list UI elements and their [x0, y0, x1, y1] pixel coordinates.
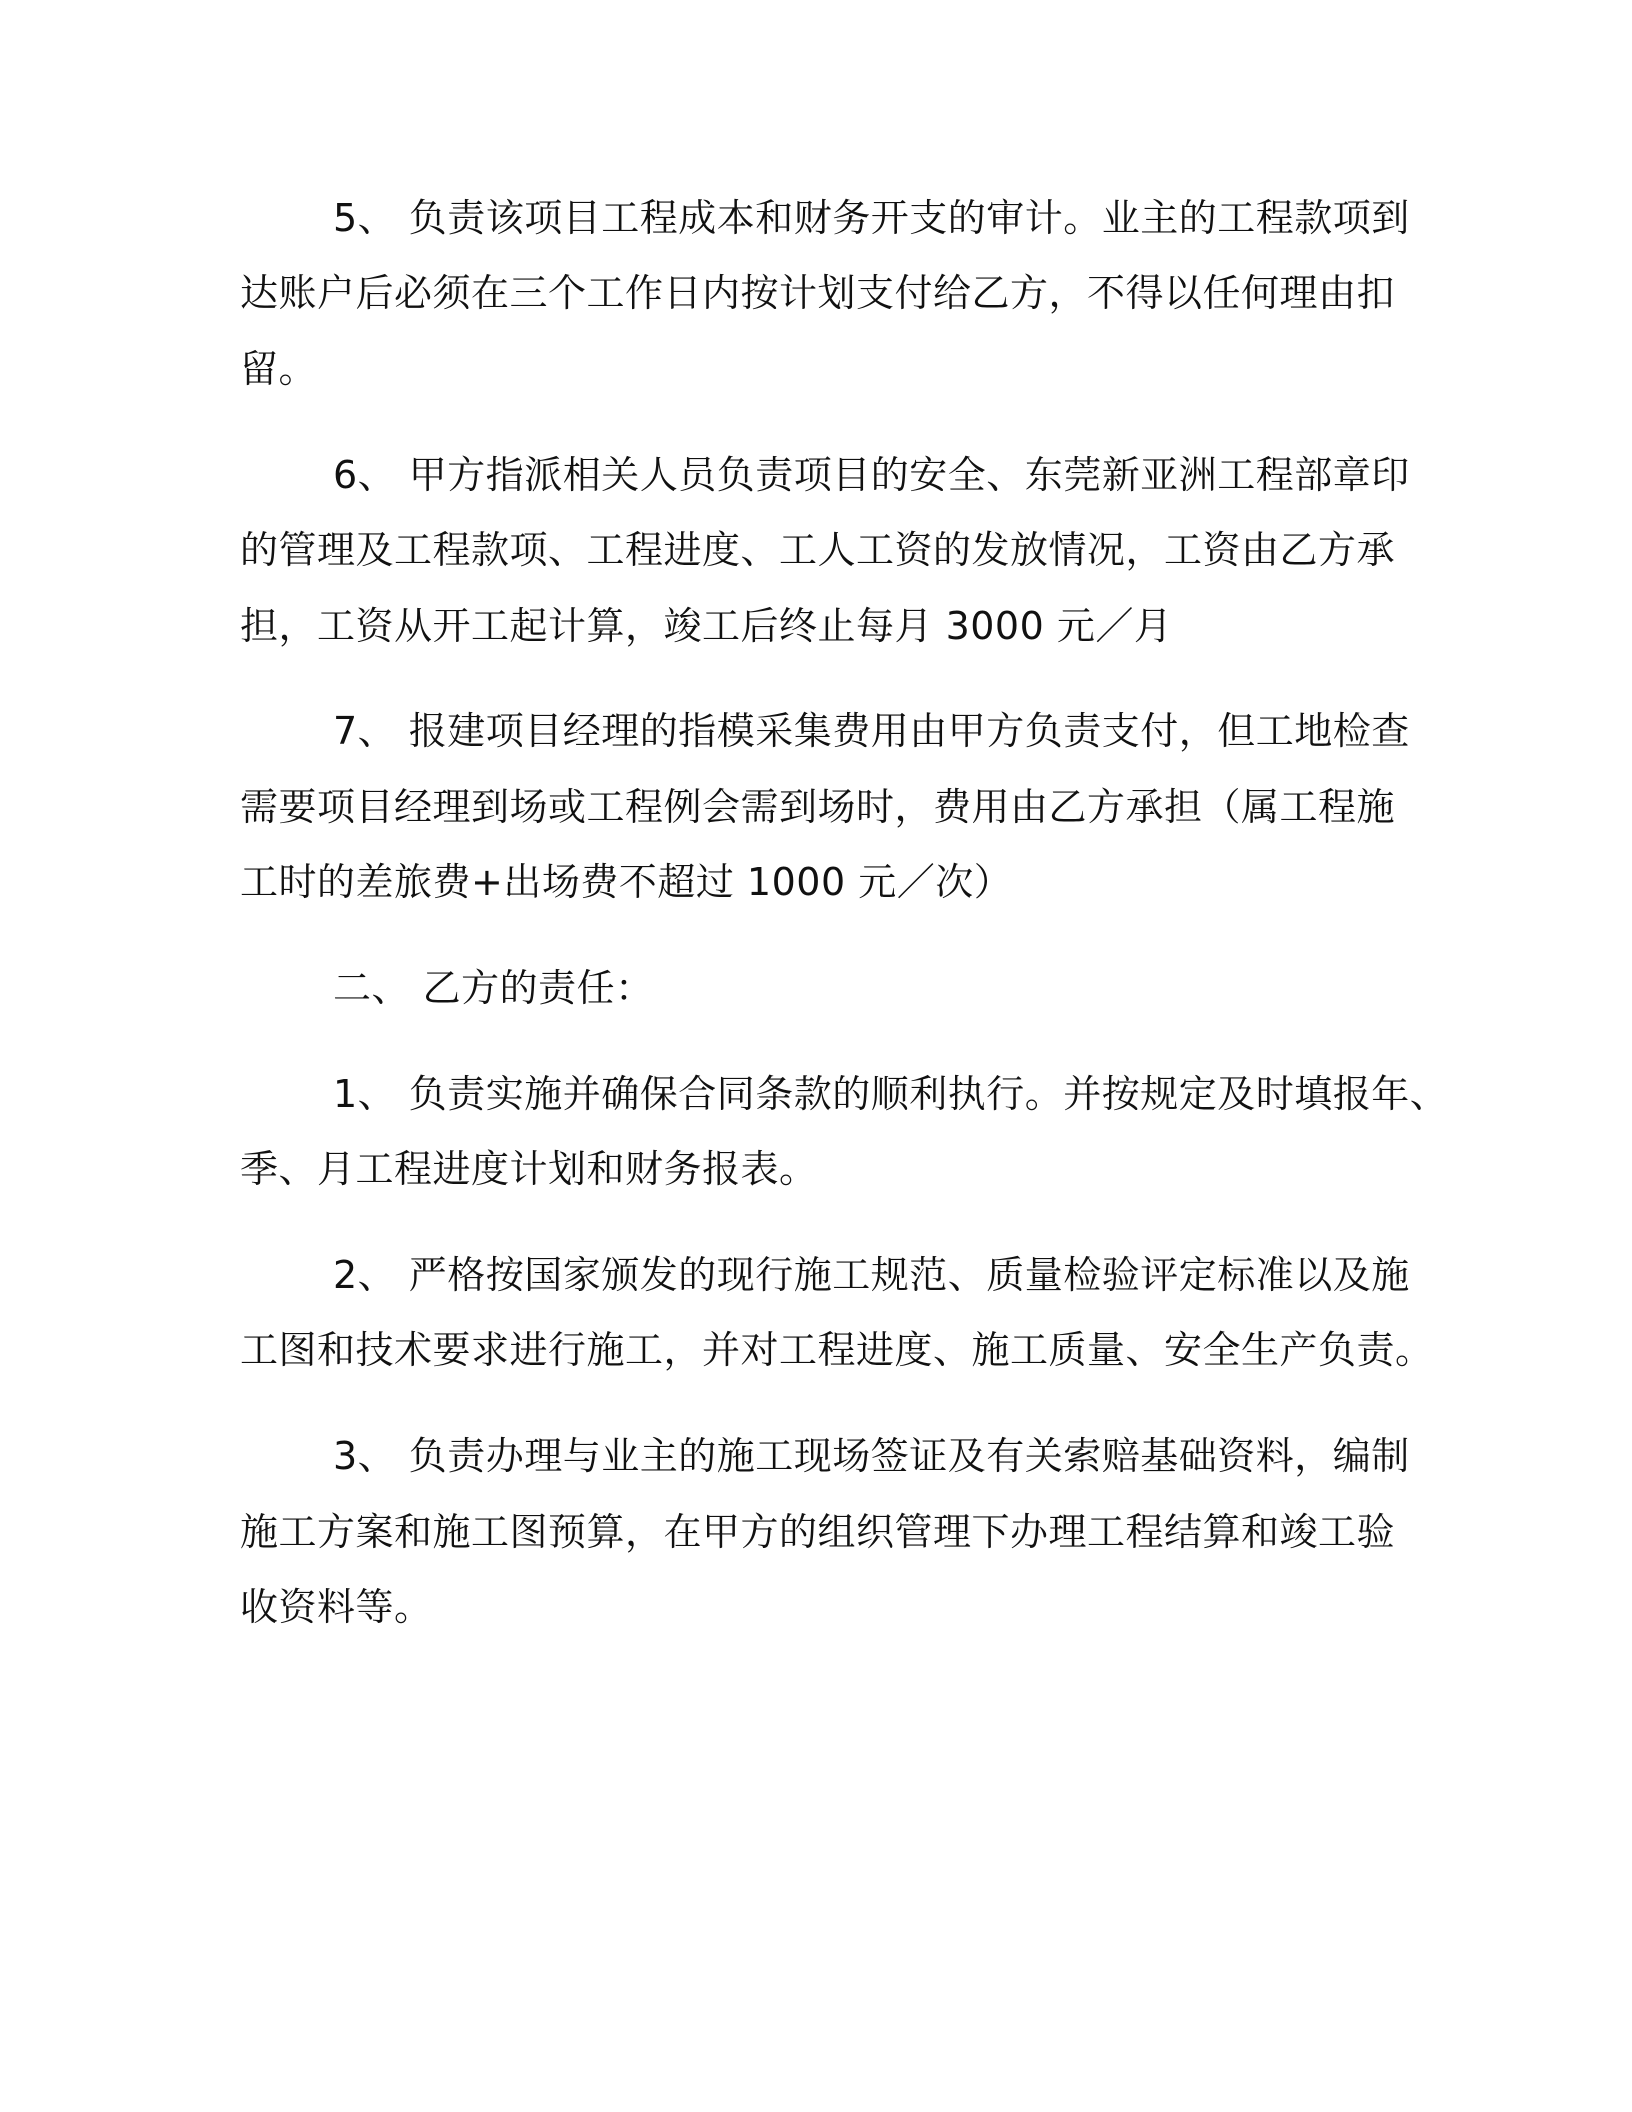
paragraph-5-line-3: 留。	[240, 347, 318, 391]
paragraph-6-line-3: 担，工资从开工起计算，竣工后终止每月 3000 元／月	[240, 604, 1173, 648]
b-item-3-line-2: 施工方案和施工图预算，在甲方的组织管理下办理工程结算和竣工验	[240, 1510, 1396, 1554]
paragraph-7-line-3: 工时的差旅费+出场费不超过 1000 元／次）	[240, 860, 1013, 904]
b-item-2-line-1: 2、 严格按国家颁发的现行施工规范、质量检验评定标准以及施	[333, 1253, 1410, 1297]
b-item-3-line-3: 收资料等。	[240, 1585, 433, 1629]
paragraph-5-line-2: 达账户后必须在三个工作日内按计划支付给乙方，不得以任何理由扣	[240, 271, 1396, 315]
paragraph-7-line-2: 需要项目经理到场或工程例会需到场时，费用由乙方承担（属工程施	[240, 785, 1396, 829]
paragraph-5-line-1: 5、 负责该项目工程成本和财务开支的审计。业主的工程款项到	[333, 196, 1410, 240]
b-item-1-line-1: 1、 负责实施并确保合同条款的顺利执行。并按规定及时填报年、	[333, 1072, 1449, 1116]
b-item-1-line-2: 季、月工程进度计划和财务报表。	[240, 1147, 818, 1191]
paragraph-6-line-1: 6、 甲方指派相关人员负责项目的安全、东莞新亚洲工程部章印	[333, 453, 1410, 497]
paragraph-6-line-2: 的管理及工程款项、工程进度、工人工资的发放情况，工资由乙方承	[240, 528, 1396, 572]
section-heading: 二、 乙方的责任：	[333, 966, 654, 1010]
paragraph-7-line-1: 7、 报建项目经理的指模采集费用由甲方负责支付，但工地检查	[333, 709, 1410, 753]
b-item-3-line-1: 3、 负责办理与业主的施工现场签证及有关索赔基础资料，编制	[333, 1434, 1410, 1478]
b-item-2-line-2: 工图和技术要求进行施工，并对工程进度、施工质量、安全生产负责。	[240, 1328, 1434, 1372]
